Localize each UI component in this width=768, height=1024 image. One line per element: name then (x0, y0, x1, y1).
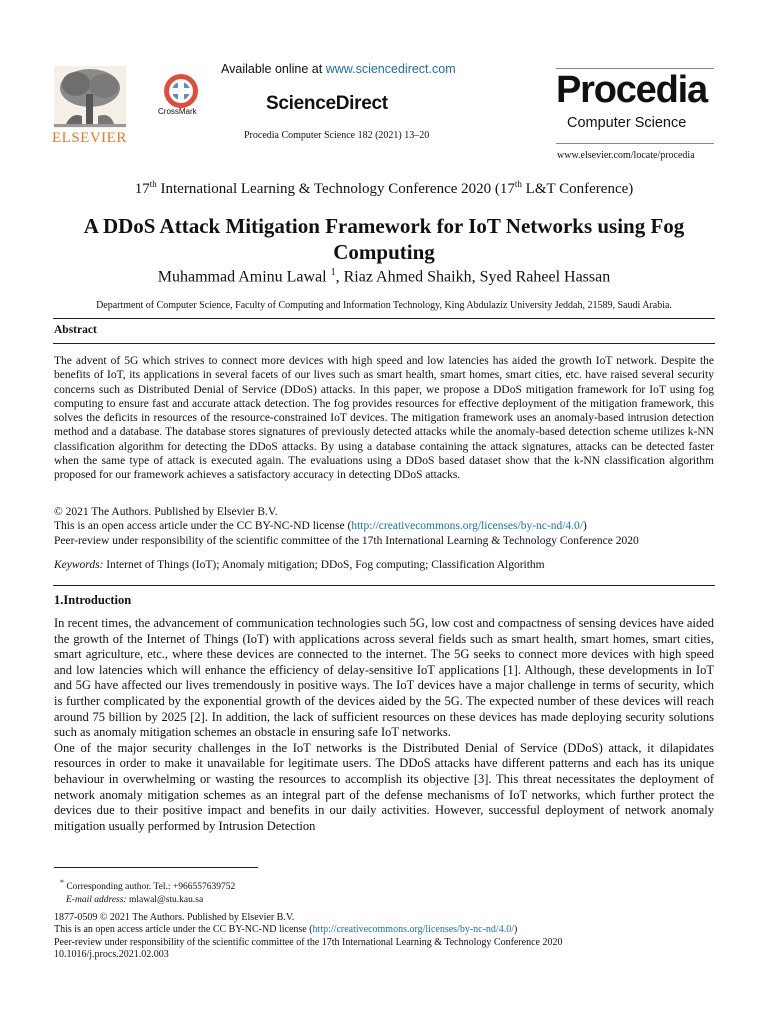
procedia-url[interactable]: www.elsevier.com/locate/procedia (557, 150, 695, 161)
conf-sup: th (149, 179, 157, 189)
introduction-heading: 1.Introduction (54, 593, 132, 607)
license-suffix: ) (582, 520, 587, 533)
doi[interactable]: 10.1016/j.procs.2021.02.003 (54, 949, 169, 961)
email-address[interactable]: mlawal@stu.kau.sa (126, 895, 204, 906)
email-label: E-mail address: (66, 895, 127, 906)
author-first: Muhammad Aminu Lawal (157, 268, 331, 286)
footnote-rule (54, 867, 258, 868)
abstract-head-rule (53, 343, 715, 344)
sciencedirect-wordmark: ScienceDirect (266, 93, 388, 114)
footer-license-link[interactable]: http://creativecommons.org/licenses/by-nc-nd/4.0/ (312, 924, 514, 936)
keywords-line (54, 559, 714, 571)
keywords-label: Keywords: (54, 559, 104, 571)
footer-license-line (54, 924, 562, 936)
crossmark-label: CrossMark (158, 107, 197, 116)
abstract-body: The advent of 5G which strives to connect more devices with high speed and low latencies has aided the growth IoT network. Despite the benefits of IoT, its applications in several facets of our lives such as smart health, smart homes, smart cities, etc. have raised several security concerns such as Distributed Denial of Service (DDoS) attacks. In this paper, we propose a DDoS mitigation framework for IoT using fog computing to ensure fast and accurate attack detection. The fog provides resources for effective deployment of the mitigation framework, this solves the deficits in resources of the resource-constrained IoT devices. The mitigation framework uses an anomaly-based intrusion detection method and a database. The database stores signatures of previously detected attacks while the anomaly-based detection scheme utilizes k-NN classification algorithm for detecting the DDoS attacks. By using a database containing the attack signatures, attacks can be detected faster when the same type of attack is executed again. The evaluations using a DDoS based dataset show that the k-NN classification algorithm proposed for our framework achieves a satisfactory accuracy in detecting DDoS attacks. (54, 355, 714, 482)
available-prefix: Available online at (221, 62, 326, 76)
intro-paragraph-1: In recent times, the advancement of communication technologies such 5G, low cost and compactness of sensing devices have aided the growth of the Internet of Things (IoT) with applications across several fields such as smart health, smart homes, smart cities, smart agriculture, etc., where these devices are connected to the internet. The 5G seeks to connect more devices with high speed and low latencies which will enhance the efficiency of delay-sensitive IoT applications [1]. Although, these developments in IoT and 5G have affected our lives tremendously in positive ways. The IoT devices have a major challenge in terms of security, which is further complicated by the exponential growth of the devices aided by the 5G. The expected number of these devices will reach around 75 billion by 2025 [2]. In addition, the lack of sufficient resources on these devices has made deploying security solutions such as anomaly mitigation schemes an obstacle in ensuring safe IoT networks. (54, 616, 714, 740)
author-rest: , Riaz Ahmed Shaikh, Syed Raheel Hassan (335, 268, 611, 286)
issn-line: 1877-0509 © 2021 The Authors. Published by Elsevier B.V. (54, 912, 295, 923)
corresponding-author (60, 876, 235, 894)
conf-num2: 17 (499, 181, 515, 197)
paper-title: A DDoS Attack Mitigation Framework for IoT Networks using Fog Computing (83, 214, 685, 264)
conf-mid: International Learning & Technology Conference 2020 ( (156, 181, 500, 197)
footer-license-prefix: This is an open access article under the CC BY-NC-ND license ( (54, 924, 313, 936)
conf-sup2: th (514, 179, 522, 189)
conf-end: L&T Conference) (521, 181, 634, 197)
peer-review-line: Peer-review under responsibility of the scientific committee of the 17th International Learning & Technology Conference 2020 (54, 534, 639, 547)
authors-line (0, 267, 768, 286)
procedia-wordmark: Procedia (556, 69, 707, 111)
author-sup: 1 (330, 267, 336, 278)
corresponding-text: Corresponding author. Tel.: +966557639752 (63, 882, 236, 893)
footnote-star: * (60, 878, 64, 887)
license-link[interactable]: http://creativecommons.org/licenses/by-nc-nd/4.0/ (351, 520, 583, 533)
license-line (54, 519, 714, 533)
keywords-text: Internet of Things (IoT); Anomaly mitigation; DDoS, Fog computing; Classification Algorithm (103, 559, 545, 571)
copyright-line: © 2021 The Authors. Published by Elsevier B.V. (54, 506, 278, 518)
affiliation: Department of Computer Science, Faculty of Computing and Information Technology, King Abdulaziz University Jeddah, 21589, Saudi Arabia. (96, 300, 672, 311)
journal-reference: Procedia Computer Science 182 (2021) 13–20 (244, 130, 430, 141)
conf-num: 17 (134, 181, 150, 197)
footer-peer-review: Peer-review under responsibility of the scientific committee of the 17th International Learning & Technology Conference 2020 (54, 936, 563, 948)
sciencedirect-link[interactable]: www.sciencedirect.com (325, 62, 456, 76)
introduction-body (54, 616, 714, 834)
keywords-bottom-rule (53, 585, 715, 586)
conference-line (0, 179, 768, 198)
abstract-top-rule (53, 318, 715, 319)
elsevier-wordmark: ELSEVIER (52, 130, 127, 146)
available-online (221, 62, 456, 76)
intro-paragraph-2: One of the major security challenges in the IoT networks is the Distributed Denial of Service (DDoS) attack, it dilapidates resources in order to make it unavailable for legitimate users. The DDoS attacks have different patterns and each has its unique behaviour in overwhelming or wasting the resources to accomplish its objective [3]. This threat necessitates the deployment of network anomaly mitigation schemes as an integral part of the defense mechanisms of IoT networks, which further protect the devices due to their positive impact and benefits in our daily activities. However, successful deployment of network anomaly mitigation usually performed by Intrusion Detection (54, 740, 714, 833)
procedia-subtitle: Computer Science (567, 115, 687, 131)
license-prefix: This is an open access article under the CC BY-NC-ND license ( (54, 520, 352, 533)
email-line (60, 894, 235, 907)
copyright-block (54, 505, 714, 548)
footer-block (54, 912, 562, 962)
footer-license-suffix: ) (513, 924, 518, 936)
abstract-heading: Abstract (54, 324, 97, 336)
footnote (60, 876, 235, 907)
